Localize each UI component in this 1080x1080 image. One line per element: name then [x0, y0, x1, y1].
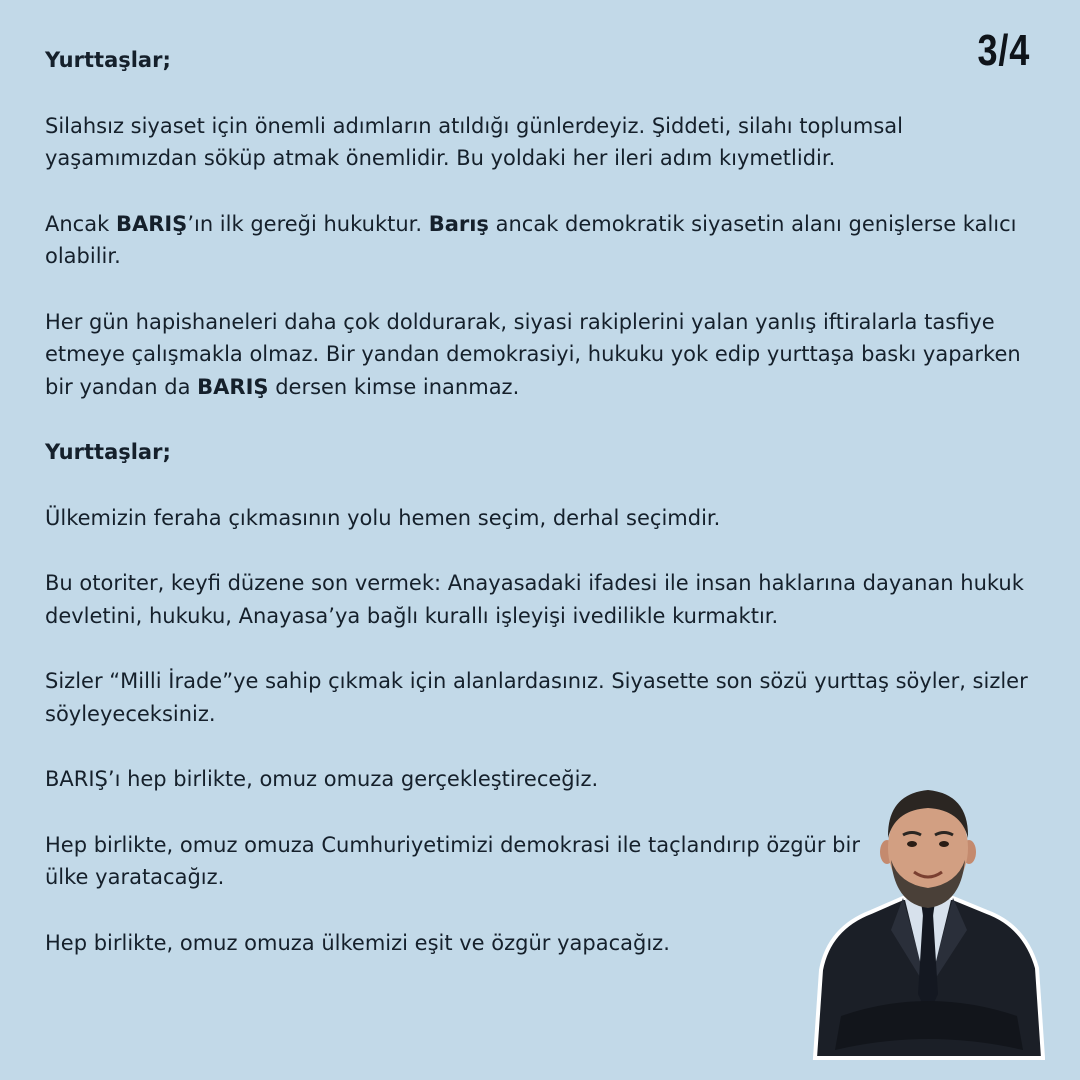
page-indicator: 3/4: [977, 26, 1030, 75]
paragraph-unarmed-politics: Silahsız siyaset için önemli adımların atıldığı günlerdeyiz. Şiddeti, silahı toplumsal yaşamımızdan söküp atmak önemlidir. Bu yoldaki her ileri adım kıymetlidir.: [45, 113, 903, 170]
paragraph-peace-law: [45, 208, 1035, 273]
paragraph-national-will: Sizler “Milli İrade”ye sahip çıkmak için alanlardasınız. Siyasette son sözü yurttaş söyler, sizler söyleyeceksiniz.: [45, 669, 1028, 726]
text-run: Ancak: [45, 211, 116, 236]
paragraph-republic: Hep birlikte, omuz omuza Cumhuriyetimizi demokrasi ile taçlandırıp özgür bir ülke yaratacağız.: [45, 832, 860, 889]
text-run: dersen kimse inanmaz.: [268, 374, 520, 399]
bold-peace-word: BARIŞ: [115, 211, 188, 236]
paragraph-rule-of-law: Bu otoriter, keyfi düzene son vermek: Anayasadaki ifadesi ile insan haklarına dayanan hukuk devletini, hukuku, Anayasa’ya bağlı kurallı işleyişi ivedilikle kurmaktır.: [45, 571, 1024, 628]
bold-peace-word: Barış: [428, 211, 489, 236]
portrait-photo: [811, 780, 1045, 1062]
paragraph-equal-free: Hep birlikte, omuz omuza ülkemizi eşit ve özgür yapacağız.: [45, 930, 670, 955]
bold-peace-word: BARIŞ: [197, 374, 269, 399]
salutation-heading: Yurttaşlar;: [45, 48, 171, 72]
text-run: ancak demokratik siyasetin alanı genişlerse kalıcı olabilir.: [45, 211, 1017, 268]
paragraph-election: Ülkemizin feraha çıkmasının yolu hemen seçim, derhal seçimdir.: [45, 505, 721, 530]
paragraph-peace-together: BARIŞ’ı hep birlikte, omuz omuza gerçekleştireceğiz.: [45, 767, 599, 791]
text-run: ’ın ilk gereği hukuktur.: [187, 211, 429, 236]
salutation-heading: Yurttaşlar;: [45, 440, 171, 464]
paragraph-prisons: [45, 306, 1035, 404]
text-run: Her gün hapishaneleri daha çok doldurarak, siyasi rakiplerini yalan yanlış iftiralarla tasfiye etmeye çalışmakla olmaz. Bir yandan demokrasiyi, hukuku yok edip yurttaşa baskı yaparken bir yandan da: [45, 309, 1021, 399]
